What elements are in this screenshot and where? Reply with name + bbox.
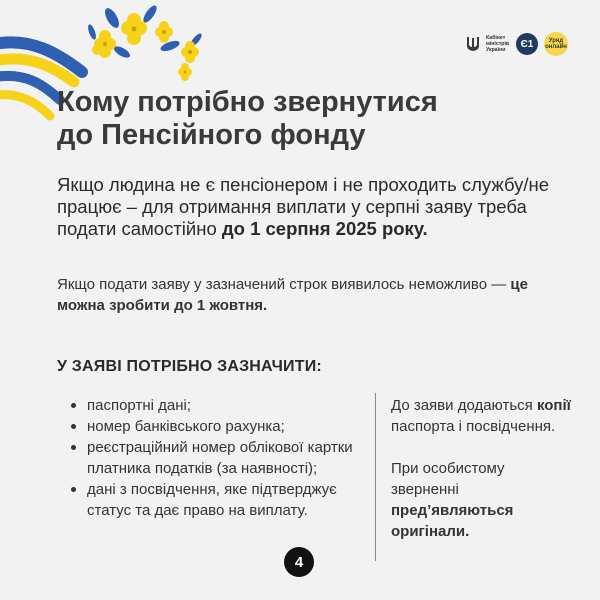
intro-deadline: до 1 серпня 2025 року. (221, 218, 428, 239)
side-note-text: До заяви додаються (391, 397, 537, 414)
side-note-text: паспорта і посвідчення. (391, 418, 556, 435)
side-note-text: При особистому зверненні (391, 460, 505, 498)
trident-icon (466, 36, 480, 52)
side-note-copies (391, 395, 571, 437)
side-note-bold: пред’являються оригінали. (391, 502, 514, 540)
title-line-2: до Пенсійного фонду (57, 119, 366, 151)
cabinet-ministers-logo: Кабінет міністрів України (486, 35, 510, 53)
side-note-originals (391, 458, 571, 542)
page-title (57, 86, 438, 152)
note-text: Якщо подати заяву у зазначений строк виявилось неможливо — (57, 276, 511, 293)
side-note (391, 395, 571, 542)
intro-paragraph (57, 174, 557, 240)
intro-text: Якщо людина не є пенсіонером і не проходить службу/не працює – для отримання виплати у серпні заяву треба подати самостійно (57, 174, 550, 239)
side-note-bold: копії (536, 397, 571, 414)
column-divider (375, 393, 376, 561)
list-item: дані з посвідчення, яке підтверджує статус та дає право на виплату. (70, 479, 370, 521)
title-line-1: Кому потрібно звернутися (57, 86, 438, 118)
list-item: номер банківського рахунка; (70, 416, 370, 437)
list-item: реєстраційний номер облікової картки платника податків (за наявності); (70, 437, 370, 479)
page-number-badge: 4 (284, 547, 314, 577)
requirements-title: У ЗАЯВІ ПОТРІБНО ЗАЗНАЧИТИ: (57, 358, 322, 375)
requirements-list (70, 395, 370, 521)
note-emphasis: це можна зробити до 1 жовтня. (57, 276, 528, 314)
e1-logo: Є1 (516, 33, 538, 55)
uryad-online-logo: Уряд онлайн (544, 32, 568, 56)
late-submission-note (57, 274, 557, 316)
list-item: паспортні дані; (70, 395, 370, 416)
partner-logos (466, 32, 568, 56)
